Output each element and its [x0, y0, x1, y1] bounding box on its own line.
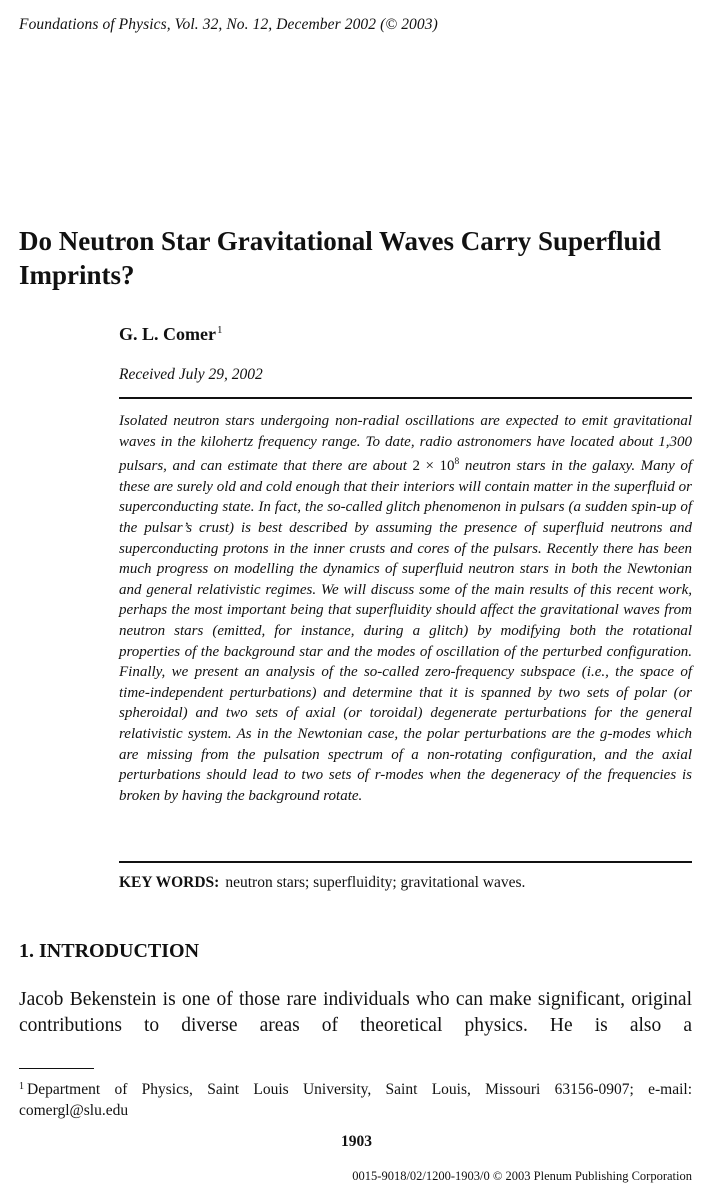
- abstract-bottom-rule: [119, 861, 692, 863]
- section-heading: 1. INTRODUCTION: [19, 940, 200, 962]
- footnote-text: Department of Physics, Saint Louis University, Saint Louis, Missouri 63156-0907; e-mail: comergl@slu.edu: [19, 1081, 692, 1119]
- abstract: [119, 411, 692, 806]
- keywords-label: KEY WORDS:: [119, 874, 220, 891]
- footnote-rule: [19, 1068, 94, 1069]
- page-number: 1903: [341, 1133, 372, 1150]
- author-line: [119, 324, 222, 345]
- abstract-top-rule: [119, 397, 692, 399]
- journal-header: Foundations of Physics, Vol. 32, No. 12, December 2002 (© 2003): [19, 16, 438, 33]
- body-paragraph: Jacob Bekenstein is one of those rare individuals who can make significant, original contributions to diverse areas of theoretical physics. He is also a: [19, 989, 692, 1036]
- footnote: [19, 1076, 692, 1121]
- keywords-text: neutron stars; superfluidity; gravitational waves.: [225, 874, 526, 891]
- footnote-mark: 1: [19, 1081, 24, 1092]
- abstract-number-exponent: 8: [454, 457, 460, 468]
- copyright-line: 0015-9018/02/1200-1903/0 © 2003 Plenum Publishing Corporation: [352, 1169, 692, 1183]
- article-title: Do Neutron Star Gravitational Waves Carry Superfluid Imprints?: [19, 226, 662, 290]
- keywords: [119, 874, 525, 892]
- abstract-part1: Isolated neutron stars undergoing non-radial oscillations are expected to emit gravitational waves in the kilohertz frequency range. To date, radio astronomers have located about 1,300 pulsars, and can estimate that there are about: [119, 413, 692, 475]
- received-date: Received July 29, 2002: [119, 366, 263, 383]
- abstract-number-base: 2 × 10: [412, 458, 455, 475]
- author-name: G. L. Comer: [119, 324, 216, 344]
- abstract-part2: neutron stars in the galaxy. Many of these are surely old and cold enough that their interiors will contain matter in the superfluid or superconducting state. In fact, the so-called glitch phenomenon in pulsars (a sudden spin-up of the pulsar’s crust) is best described by assuming the presence of superfluid neutrons and superconducting protons in the inner crusts and cores of the pulsars. Recently there has been much progress on modelling the dynamics of superfluid neutron stars in both the Newtonian and general relativistic regimes. We will discuss some of the main results of this recent work, perhaps the most important being that superfluidity should affect the gravitational waves from neutron stars (emitted, for instance, during a glitch) by modifying both the rotational properties of the background star and the modes of oscillation of the perturbed configuration. Finally, we present an analysis of the so-called zero-frequency subspace (i.e., the space of time-independent perturbations) and determine that it is spanned by two sets of polar (or spheroidal) and two sets of axial (or toroidal) degenerate perturbations for the general relativistic system. As in the Newtonian case, the polar perturbations are the g-modes which are missing from the pulsation spectrum of a non-rotating configuration, and the axial perturbations should lead to two sets of r-modes when the degeneracy of the frequencies is broken by having the background rotate.: [119, 458, 693, 804]
- author-footnote-mark: 1: [216, 324, 223, 336]
